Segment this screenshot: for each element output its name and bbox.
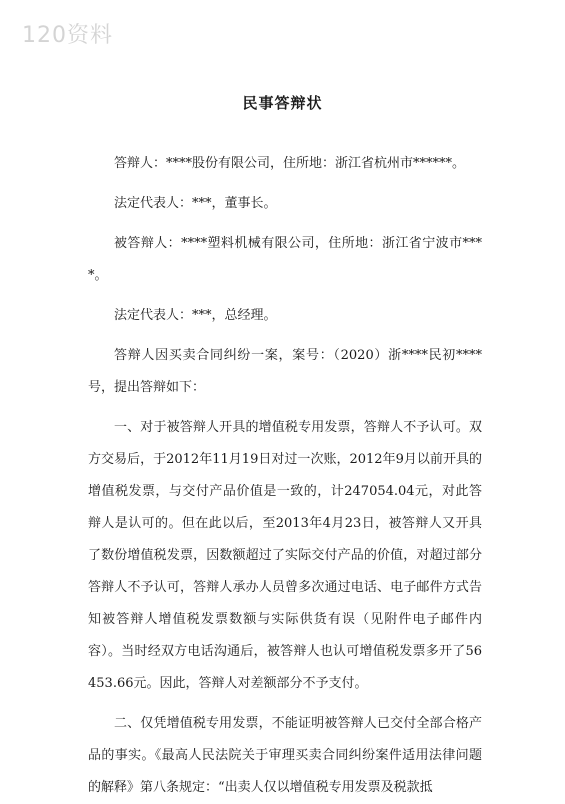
paragraph-point-one: 一、对于被答辩人开具的增值税专用发票，答辩人不予认可。双方交易后，于2012年11月19日对过一次账，2012年9月以前开具的增值税发票，与交付产品价值是一致的，计247054.04元，对此答辩人是认可的。但在此以后，至2013年4月23日，被答辩人又开具了数份增值税发票，因数额超过了实际交付产品的价值，对超过部分答辩人不予认可，答辩人承办人员曾多次通过电话、电子邮件方式告知被答辩人增值税发票数额与实际供货有误（见附件电子邮件内容）。当时经双方电话沟通后，被答辩人也认可增值税发票多开了56453.66元。因此，答辩人对差额部分不予支付。 (88, 420, 482, 691)
paragraph-plaintiff-rep: 法定代表人：***，总经理。 (114, 308, 277, 323)
document-body (88, 148, 482, 804)
watermark: 120资料 (22, 23, 113, 48)
paragraph-case-intro: 答辩人因买卖合同纠纷一案，案号：（2020）浙****民初****号，提出答辩如下： (88, 348, 482, 395)
paragraph-respondent: 答辩人：****股份有限公司，住所地：浙江省杭州市******。 (114, 156, 466, 171)
paragraph-respondent-rep: 法定代表人：***，董事长。 (114, 196, 277, 211)
paragraph-point-two: 二、仅凭增值税专用发票，不能证明被答辩人已交付全部合格产品的事实。《最高人民法院关于审理买卖合同纠纷案件适用法律问题的解释》第八条规定：“出卖人仅以增值税专用发票及税款抵 (88, 716, 482, 795)
paragraph-plaintiff: 被答辩人：****塑料机械有限公司，住所地：浙江省宁波市****。 (88, 236, 482, 283)
document-title: 民事答辩状 (242, 94, 323, 112)
